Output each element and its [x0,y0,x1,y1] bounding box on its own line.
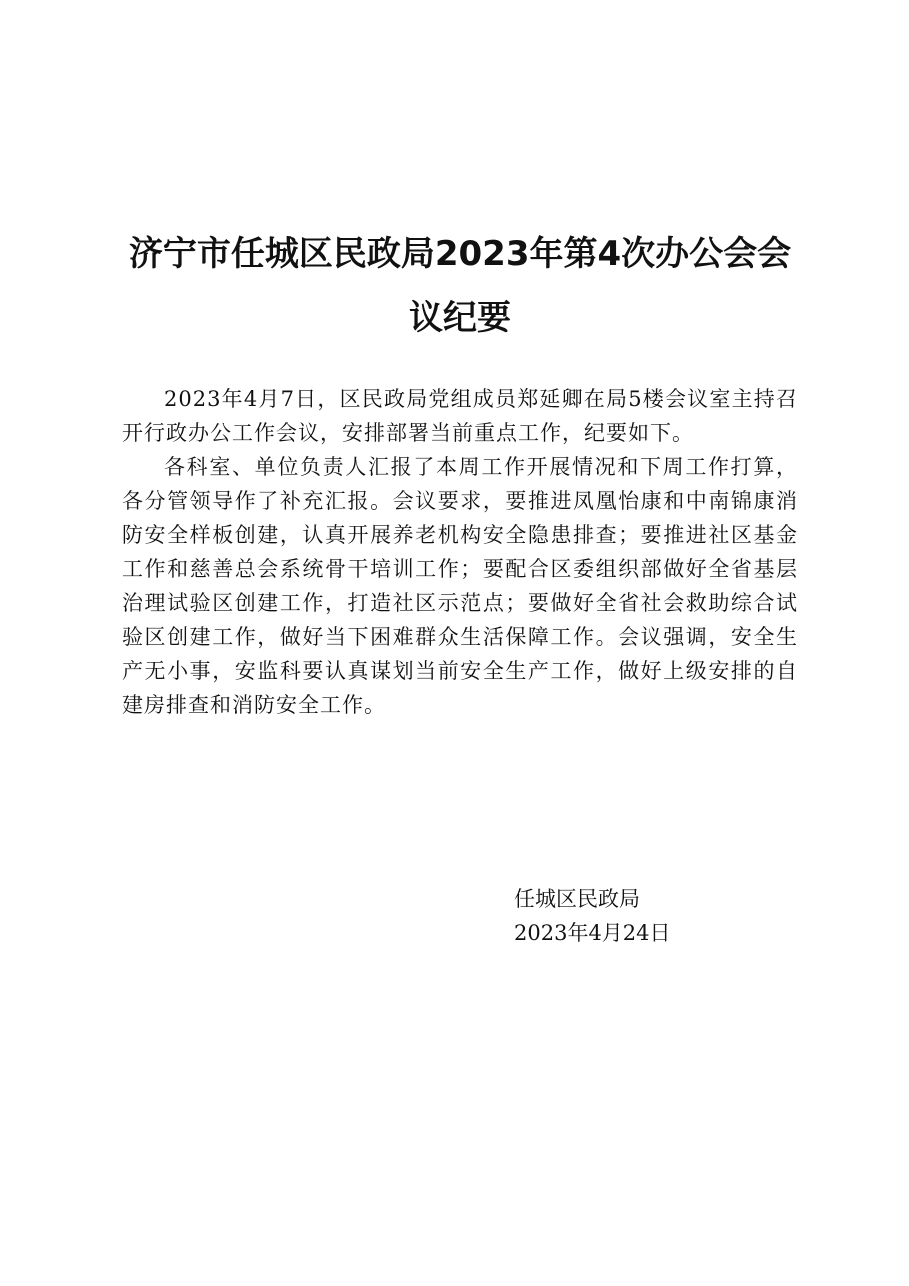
document-title [120,222,800,350]
paragraph-meeting-content: 各科室、单位负责人汇报了本周工作开展情况和下周工作打算，各分管领导作了补充汇报。会议要求，要推进凤凰怡康和中南锦康消防安全样板创建，认真开展养老机构安全隐患排查；要推进社区基金工作和慈善总会系统骨干培训工作；要配合区委组织部做好全省基层治理试验区创建工作，打造社区示范点；要做好全省社会救助综合试验区创建工作，做好当下困难群众生活保障工作。会议强调，安全生产无小事，安监科要认真谋划当前安全生产工作，做好上级安排的自建房排查和消防安全工作。 [122,455,798,717]
signature-block [514,882,814,950]
signature-organization: 任城区民政局 [514,887,640,911]
document-title-line-2: 议纪要 [409,298,511,338]
document-body [122,382,798,722]
paragraph-meeting-intro: 2023年4月7日，区民政局党组成员郑延卿在局5楼会议室主持召开行政办公工作会议，安排部署当前重点工作，纪要如下。 [122,387,798,445]
document-title-line-1: 济宁市任城区民政局2023年第4次办公会会 [128,234,792,274]
signature-date: 2023年4月24日 [514,921,671,945]
